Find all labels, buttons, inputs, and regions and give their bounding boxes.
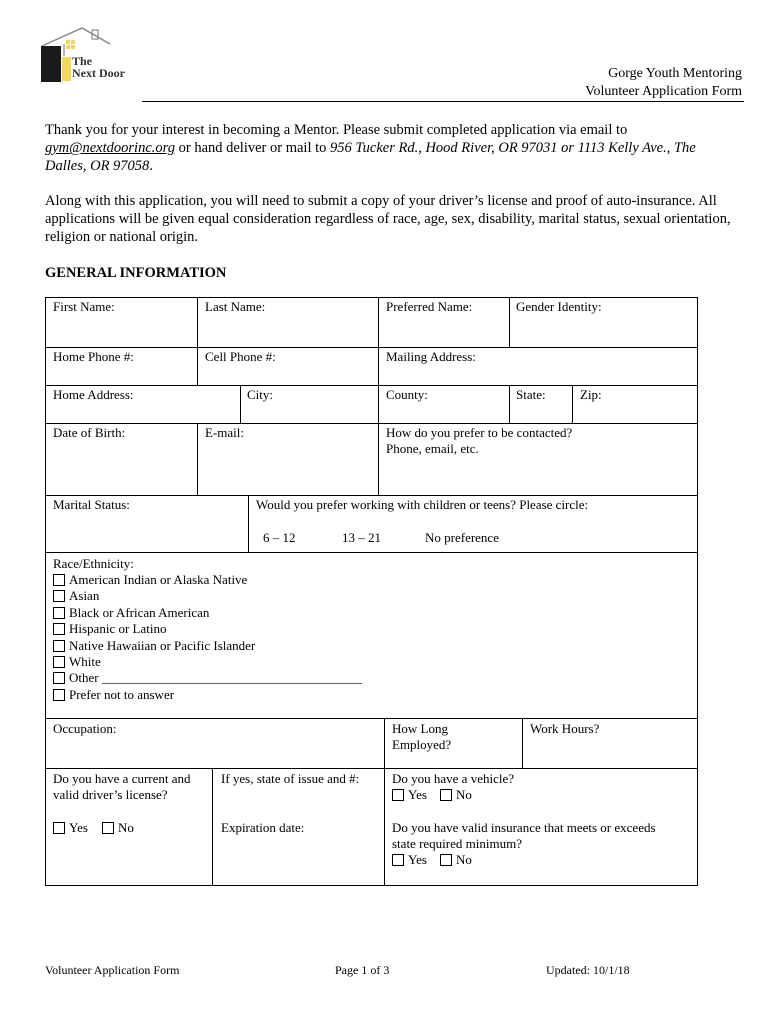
first-name-field[interactable]: First Name: [53, 299, 115, 314]
race-option[interactable]: Hispanic or Latino [53, 621, 362, 637]
intro-text-a: Thank you for your interest in becoming a Mentor. Please submit completed application via email to [45, 122, 628, 138]
cell-phone-field[interactable]: Cell Phone #: [205, 349, 276, 364]
race-option[interactable]: Native Hawaiian or Pacific Islander [53, 638, 362, 654]
race-option[interactable]: Black or African American [53, 605, 362, 621]
license-question: Do you have a current and [53, 771, 191, 786]
insurance-no-option[interactable]: No [440, 852, 472, 868]
race-option[interactable]: Asian [53, 588, 362, 604]
header-org-name: Gorge Youth Mentoring [608, 66, 742, 81]
occupation-field[interactable]: Occupation: [53, 721, 117, 736]
vehicle-question: Do you have a vehicle? [392, 771, 515, 786]
checkbox-icon[interactable] [53, 590, 65, 602]
race-option[interactable]: Other ________________________________________ [53, 670, 362, 686]
intro-paragraph-2: Along with this application, you will need to submit a copy of your driver’s license and proof of auto-insurance. All applications will be given equal consideration regardless of race, age, sex, disability, marital status, sexual orientation, religion or national origin. [45, 193, 731, 245]
checkbox-icon[interactable] [53, 672, 65, 684]
marital-status-field[interactable]: Marital Status: [53, 497, 130, 512]
insurance-yes-option[interactable]: Yes [392, 852, 427, 868]
work-hours-field[interactable]: Work Hours? [530, 721, 600, 736]
city-field[interactable]: City: [247, 387, 274, 402]
race-ethnicity-title: Race/Ethnicity: [53, 556, 134, 571]
footer-updated-date: Updated: 10/1/18 [546, 963, 630, 977]
age-option-6-12[interactable]: 6 – 12 [263, 530, 296, 545]
email-link[interactable]: gym@nextdoorinc.org [45, 140, 175, 156]
checkbox-icon[interactable] [440, 854, 452, 866]
home-address-field[interactable]: Home Address: [53, 387, 134, 402]
checkbox-icon[interactable] [440, 789, 452, 801]
mailing-address-text: 956 Tucker Rd., Hood River, OR 97031 or 1113 Kelly Ave., The Dalles, OR 97058 [45, 140, 696, 174]
license-yes-option[interactable]: Yes [53, 820, 88, 836]
checkbox-icon[interactable] [53, 640, 65, 652]
home-phone-field[interactable]: Home Phone #: [53, 349, 134, 364]
age-option-13-21[interactable]: 13 – 21 [342, 530, 381, 545]
license-state-field[interactable]: If yes, state of issue and #: [221, 771, 360, 786]
checkbox-icon[interactable] [53, 623, 65, 635]
state-field[interactable]: State: [516, 387, 546, 402]
checkbox-icon[interactable] [53, 607, 65, 619]
gender-identity-field[interactable]: Gender Identity: [516, 299, 602, 314]
insurance-question-2: state required minimum? [392, 836, 522, 851]
intro-text-end: . [149, 158, 153, 174]
checkbox-icon[interactable] [53, 574, 65, 586]
footer-form-name: Volunteer Application Form [45, 963, 180, 977]
how-long-employed-field-2: Employed? [392, 737, 452, 752]
vehicle-no-option[interactable]: No [440, 787, 472, 803]
zip-field[interactable]: Zip: [580, 387, 602, 402]
logo [38, 24, 138, 86]
expiration-date-field[interactable]: Expiration date: [221, 820, 305, 835]
checkbox-icon[interactable] [392, 789, 404, 801]
footer-page-number: Page 1 of 3 [335, 963, 390, 977]
preferred-name-field[interactable]: Preferred Name: [386, 299, 473, 314]
age-preference-question: Would you prefer working with children or teens? Please circle: [256, 497, 589, 512]
insurance-question: Do you have valid insurance that meets or exceeds [392, 820, 656, 835]
license-question-2: valid driver’s license? [53, 787, 168, 802]
logo-text-next-door: Next Door [72, 66, 125, 80]
race-options-list [53, 572, 362, 703]
how-long-employed-field[interactable]: How Long [392, 721, 448, 736]
race-option[interactable]: Prefer not to answer [53, 687, 362, 703]
header-form-name: Volunteer Application Form [585, 84, 742, 99]
date-of-birth-field[interactable]: Date of Birth: [53, 425, 126, 440]
last-name-field[interactable]: Last Name: [205, 299, 266, 314]
checkbox-icon[interactable] [53, 656, 65, 668]
header-rule [142, 101, 744, 102]
license-no-option[interactable]: No [102, 820, 134, 836]
mailing-address-field[interactable]: Mailing Address: [386, 349, 476, 364]
section-title: GENERAL INFORMATION [45, 265, 227, 281]
checkbox-icon[interactable] [392, 854, 404, 866]
intro-text-b: or hand deliver or mail to [174, 140, 331, 156]
checkbox-icon[interactable] [53, 822, 65, 834]
intro-paragraph-1 [45, 121, 735, 175]
contact-preference-hint: Phone, email, etc. [386, 441, 479, 456]
checkbox-icon[interactable] [53, 689, 65, 701]
logo-text-the: The [72, 54, 93, 68]
county-field[interactable]: County: [386, 387, 428, 402]
race-option[interactable]: American Indian or Alaska Native [53, 572, 362, 588]
checkbox-icon[interactable] [102, 822, 114, 834]
contact-preference-label[interactable]: How do you prefer to be contacted? [386, 425, 573, 440]
email-field[interactable]: E-mail: [205, 425, 244, 440]
vehicle-yes-option[interactable]: Yes [392, 787, 427, 803]
race-option[interactable]: White [53, 654, 362, 670]
age-option-no-preference[interactable]: No preference [425, 530, 499, 545]
